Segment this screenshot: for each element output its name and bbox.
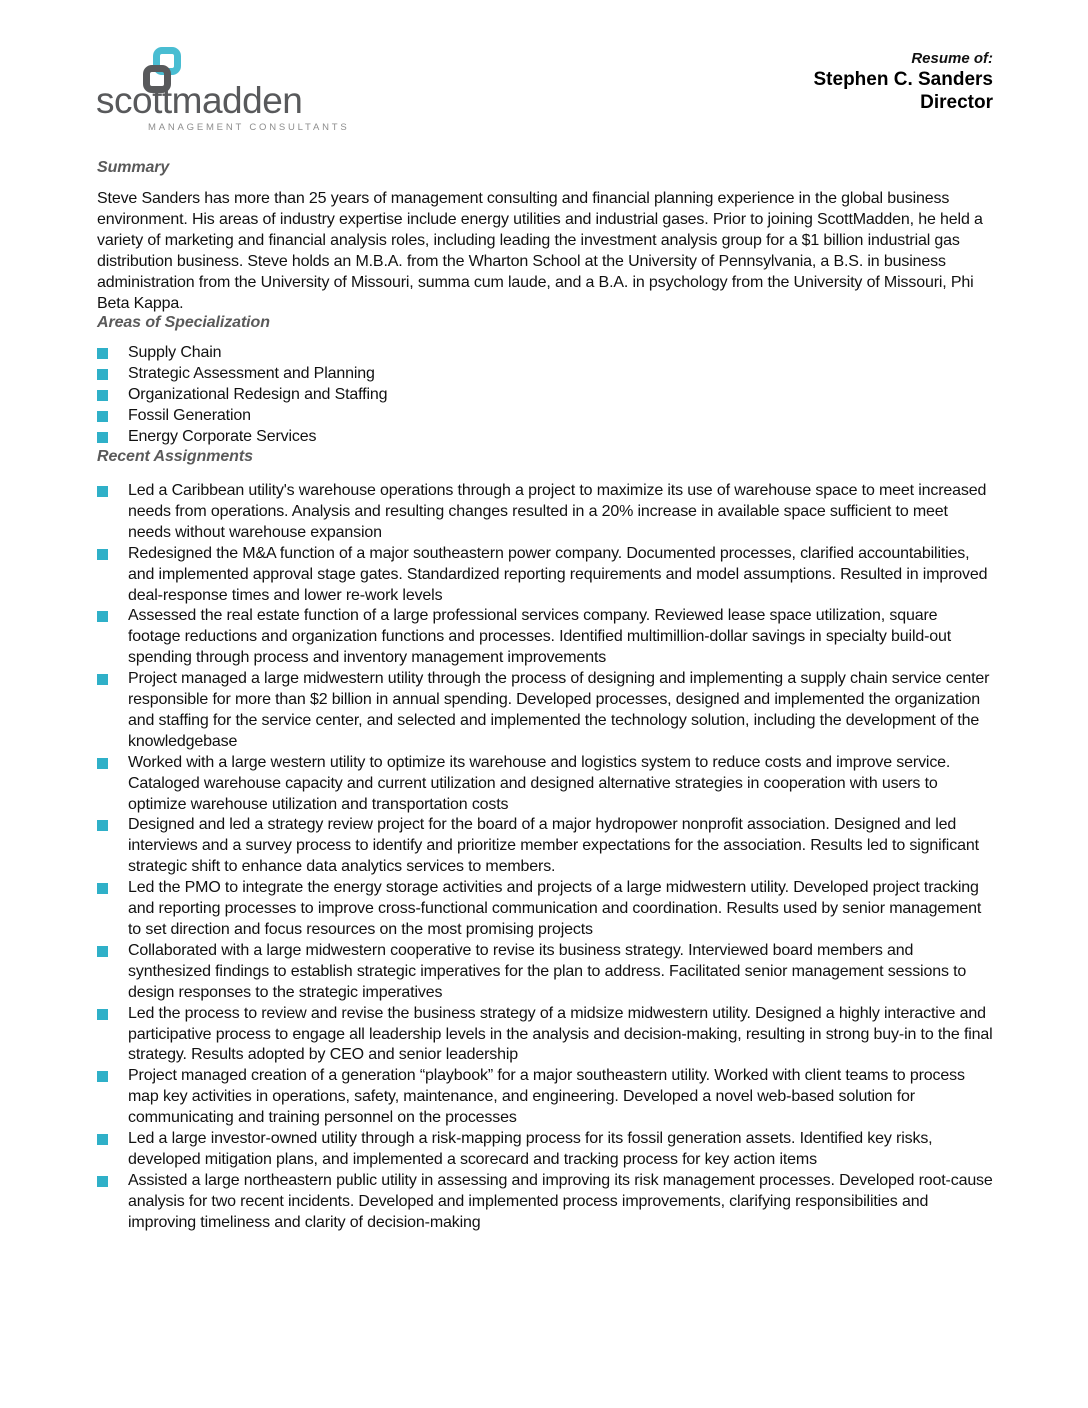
list-item [97, 669, 993, 753]
person-title: Director [920, 92, 993, 113]
list-item-text: Project managed a large midwestern utility through the process of designing and implementing a supply chain service center responsible for more than $2 billion in annual spending. Developed processes, designed and implemented the organization and staffing for the service center, and selected and implemented the technology solution, including the development of the knowledgebase [128, 670, 990, 750]
list-item [97, 753, 993, 816]
bullet-square-icon [97, 411, 108, 422]
list-item-text: Led a Caribbean utility's warehouse operations through a project to maximize its use of warehouse space to meet increased needs from operations. Analysis and resulting changes resulted in a 20% increase in available space sufficient to meet needs without warehouse expansion [128, 481, 987, 541]
logo-tagline: MANAGEMENT CONSULTANTS [148, 122, 350, 133]
list-item-text: Led a large investor-owned utility through a risk-mapping process for its fossil generation assets. Identified key risks, developed mitigation plans, and implemented a scorecard and tracking process for key action items [128, 1130, 933, 1168]
specialization-list [97, 343, 993, 448]
list-item [97, 481, 993, 544]
bullet-square-icon [97, 1176, 108, 1187]
list-item-text: Energy Corporate Services [128, 428, 317, 446]
list-item [97, 606, 993, 669]
list-item-text: Redesigned the M&A function of a major southeastern power company. Documented processes, clarified accountabilities, and implemented approval stage gates. Standardized reporting requirements and model assumptions. Resulted in improved deal-response times and lower re-work levels [128, 544, 988, 604]
bullet-square-icon [97, 486, 108, 497]
bullet-square-icon [97, 348, 108, 359]
bullet-square-icon [97, 674, 108, 685]
list-item [97, 941, 993, 1004]
bullet-square-icon [97, 432, 108, 443]
list-item-text: Collaborated with a large midwestern cooperative to revise its business strategy. Interviewed board members and synthesized findings to establish strategic imperatives for the plan to address. Facilitated senior management sessions to design responses to the strategic imperatives [128, 941, 967, 1001]
bullet-square-icon [97, 549, 108, 560]
list-item [97, 385, 993, 406]
list-item-text: Strategic Assessment and Planning [128, 365, 375, 383]
bullet-square-icon [97, 1134, 108, 1145]
list-item [97, 343, 993, 364]
list-item-text: Fossil Generation [128, 407, 251, 425]
bullet-square-icon [97, 1071, 108, 1082]
specialization-heading: Areas of Specialization [97, 314, 270, 332]
page-header [0, 0, 1088, 159]
list-item-text: Assisted a large northeastern public utility in assessing and improving its risk management processes. Developed root-cause analysis for two recent incidents. Developed and implemented process improvements, clarifying responsibilities and improving timeliness and clarity of decision-making [128, 1171, 993, 1231]
assignments-heading: Recent Assignments [97, 447, 253, 465]
list-item-text: Designed and led a strategy review project for the board of a major hydropower nonprofit association. Designed and led interviews and a survey process to identify and prioritize member expectations for the association. Results led to significant strategic shift to enhance data analytics services to members. [128, 816, 979, 876]
list-item [97, 815, 993, 878]
assignments-list [97, 481, 993, 1234]
list-item-text: Project managed creation of a generation “playbook” for a major southeastern utility. Worked with client teams to process map key activities in operations, safety, maintenance, and engineering. Developed a novel web-based solution for communicating and training personnel on the processes [128, 1067, 965, 1127]
bullet-square-icon [97, 611, 108, 622]
summary-paragraph: Steve Sanders has more than 25 years of management consulting and financial planning experience in the global business environment. His areas of industry expertise include energy utilities and industrial gases. Prior to joining ScottMadden, he held a variety of marketing and financial analysis roles, including leading the investment analysis group for a $1 billion industrial gas distribution business. Steve holds an M.B.A. from the Wharton School at the University of Pennsylvania, a B.S. in business administration from the University of Missouri, summa cum laude, and a B.A. in psychology from the University of Missouri, Phi Beta Kappa. [97, 190, 983, 312]
list-item-text: Organizational Redesign and Staffing [128, 386, 388, 404]
list-item [97, 1004, 993, 1067]
resume-content [0, 159, 1088, 1234]
list-item-text: Led the PMO to integrate the energy storage activities and projects of a large midwestern utility. Developed project tracking and reporting processes to improve cross-functional communication and coordination. Results used by senior management to set direction and focus resources on the most promising projects [128, 879, 982, 938]
list-item [97, 427, 993, 448]
list-item-text: Assessed the real estate function of a large professional services company. Reviewed lease space utilization, square footage reductions and organization functions and processes. Identified multimillion-dollar savings in specialty build-out spending through process and inventory management improvements [128, 607, 952, 667]
list-item-text: Supply Chain [128, 344, 222, 362]
list-item [97, 878, 993, 941]
list-item [97, 364, 993, 385]
logo-wordmark: scottmadden [96, 80, 303, 121]
list-item [97, 1129, 993, 1171]
list-item-text: Worked with a large western utility to optimize its warehouse and logistics system to reduce costs and improve service. Cataloged warehouse capacity and current utilization and designed alternative strategies in cooperation with users to optimize warehouse utilization and transportation costs [128, 753, 951, 813]
bullet-square-icon [97, 369, 108, 380]
list-item-text: Led the process to review and revise the business strategy of a midsize midwestern utility. Designed a highly interactive and participative process to engage all leadership levels in the analysis and decision-making, resulting in strong buy-in to the final strategy. Results adopted by CEO and senior leadership [128, 1004, 993, 1064]
bullet-square-icon [97, 758, 108, 769]
list-item [97, 1171, 993, 1234]
summary-heading: Summary [97, 159, 170, 176]
person-name: Stephen C. Sanders [813, 69, 993, 90]
list-item [97, 406, 993, 427]
list-item [97, 544, 993, 607]
list-item [97, 1066, 993, 1129]
resume-of-label: Resume of: [911, 50, 993, 67]
bullet-square-icon [97, 820, 108, 831]
bullet-square-icon [97, 883, 108, 894]
bullet-square-icon [97, 1009, 108, 1020]
bullet-square-icon [97, 390, 108, 401]
bullet-square-icon [97, 946, 108, 957]
resume-header-block [814, 49, 994, 114]
